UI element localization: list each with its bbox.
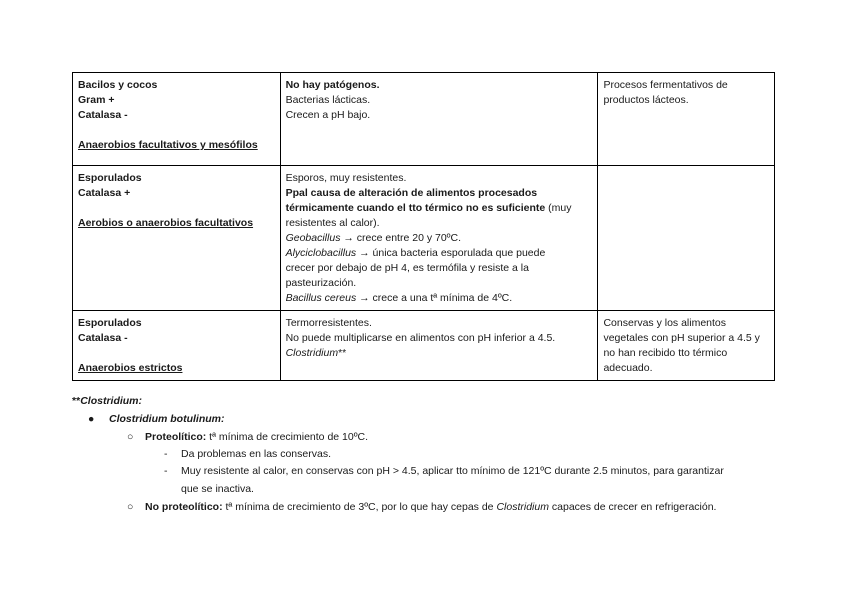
table-cell xyxy=(73,311,281,381)
cell-text: Catalasa - xyxy=(78,332,128,344)
list-item: Muy resistente al calor, en conservas con pH > 4.5, aplicar tto mínimo de 121ºC durante 2.5 minutos, para garantizar xyxy=(181,465,724,477)
cell-text: → crece a una tª mínima de 4ºC. xyxy=(356,292,513,304)
bullet-circle-icon: ○ xyxy=(127,501,134,513)
cell-text: Esporulados xyxy=(78,317,142,329)
table-cell xyxy=(598,166,775,311)
list-item: que se inactiva. xyxy=(181,483,254,495)
cell-text: Bacilos y cocos xyxy=(78,79,158,91)
table-row xyxy=(73,311,775,381)
cell-text: Esporos, muy resistentes. xyxy=(285,172,407,184)
table-cell xyxy=(280,311,598,381)
cell-text: Aerobios o anaerobios facultativos xyxy=(78,217,254,229)
cell-text: (muy xyxy=(545,202,572,214)
cell-text: productos lácteos. xyxy=(603,94,689,106)
cell-text: Catalasa - xyxy=(78,109,128,121)
table-cell xyxy=(280,166,598,311)
bullet-dash-icon: - xyxy=(164,465,168,477)
cell-text: pasteurización. xyxy=(285,277,357,289)
cell-text: Alyciclobacillus xyxy=(285,247,357,259)
cell-text: Termorresistentes. xyxy=(285,317,372,329)
cell-text: Gram + xyxy=(78,94,115,106)
list-item: Proteolítico: tª mínima de crecimiento de 10ºC. xyxy=(145,431,369,443)
cell-text: Anaerobios estrictos xyxy=(78,362,183,374)
cell-text: adecuado. xyxy=(603,362,653,374)
cell-text: Crecen a pH bajo. xyxy=(285,109,371,121)
cell-text: Ppal causa de alteración de alimentos procesados xyxy=(285,187,538,199)
cell-text: Esporulados xyxy=(78,172,142,184)
bullet-circle-icon: ○ xyxy=(127,431,134,443)
table-row xyxy=(73,166,775,311)
table-cell xyxy=(73,73,281,166)
cell-text: Bacillus cereus xyxy=(285,292,357,304)
list-item: Da problemas en las conservas. xyxy=(181,448,331,460)
table-cell xyxy=(598,73,775,166)
list-item: Clostridium botulinum: xyxy=(109,413,225,425)
cell-text: vegetales con pH superior a 4.5 y xyxy=(603,332,760,344)
cell-text: Geobacillus xyxy=(285,232,341,244)
cell-text: No puede multiplicarse en alimentos con pH inferior a 4.5. xyxy=(285,332,556,344)
cell-text: → única bacteria esporulada que puede xyxy=(356,247,546,259)
cell-text: Conservas y los alimentos xyxy=(603,317,727,329)
table-row xyxy=(73,73,775,166)
table-cell xyxy=(280,73,598,166)
cell-text: → crece entre 20 y 70ºC. xyxy=(340,232,462,244)
cell-text: ** xyxy=(338,347,347,359)
cell-text: Clostridium xyxy=(285,347,339,359)
bullet-dot-icon: ● xyxy=(88,413,95,425)
cell-text: Procesos fermentativos de xyxy=(603,79,728,91)
cell-text: No hay patógenos. xyxy=(285,79,380,91)
bacteria-table xyxy=(72,72,775,381)
list-item: No proteolítico: tª mínima de crecimiento de 3ºC, por lo que hay cepas de Clostridium capaces de crecer en refrigeración. xyxy=(145,501,717,513)
table-cell xyxy=(73,166,281,311)
cell-text: crecer por debajo de pH 4, es termófila y resiste a la xyxy=(285,262,529,274)
cell-text: no han recibido tto térmico xyxy=(603,347,728,359)
cell-text: térmicamente cuando el tto térmico no es suficiente xyxy=(285,202,546,214)
notes-heading: **Clostridium: xyxy=(72,395,143,407)
cell-text: resistentes al calor). xyxy=(285,217,380,229)
cell-text: Catalasa + xyxy=(78,187,131,199)
table-cell xyxy=(598,311,775,381)
bullet-dash-icon: - xyxy=(164,448,168,460)
cell-text: Anaerobios facultativos y mesófilos xyxy=(78,139,258,151)
cell-text: Bacterias lácticas. xyxy=(285,94,371,106)
